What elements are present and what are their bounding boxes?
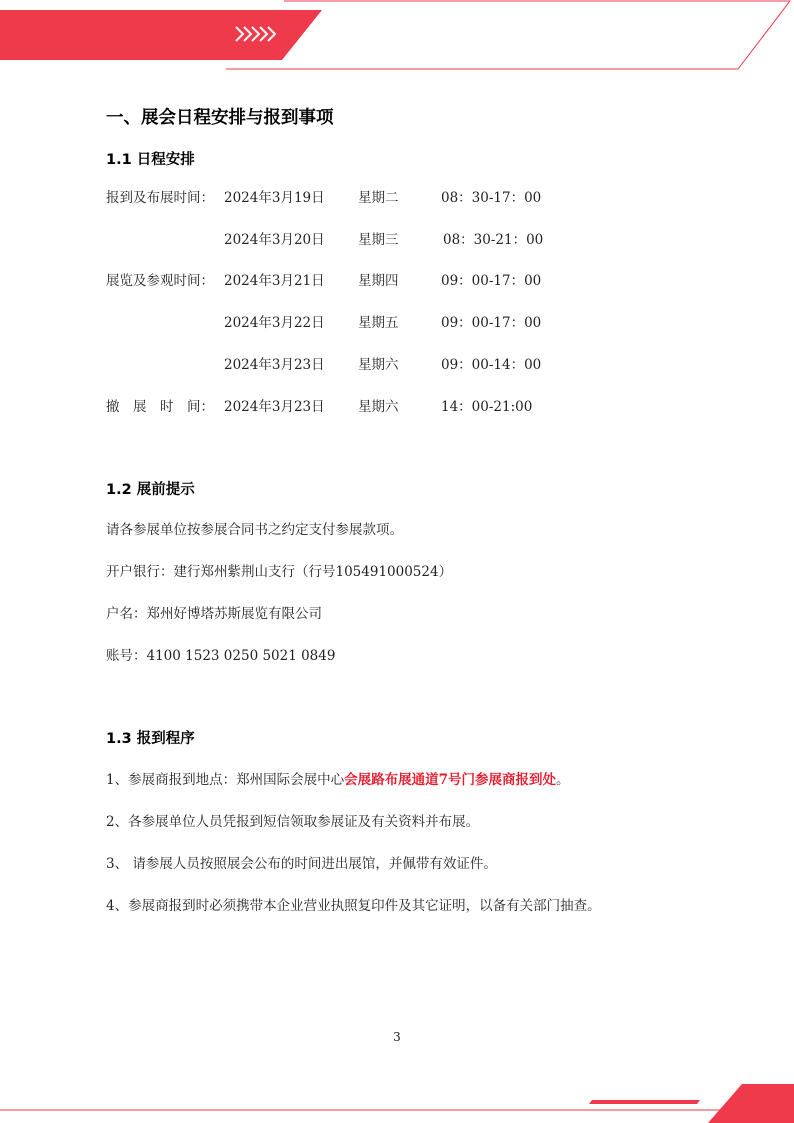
schedule-time: 09：00-17：00 — [441, 315, 542, 331]
schedule-weekday: 星期四 — [358, 273, 399, 289]
schedule-weekday: 星期六 — [358, 399, 399, 415]
procedure-item: 4、参展商报到时必须携带本企业营业执照复印件及其它证明，以备有关部门抽查。 — [106, 898, 601, 914]
schedule-time: 08：30-21：00 — [443, 232, 544, 248]
procedure-item-text: 1、参展商报到地点：郑州国际会展中心 — [106, 772, 345, 788]
schedule-date: 2024年3月19日 — [224, 190, 325, 206]
procedure-item-suffix: 。 — [556, 772, 570, 788]
schedule-weekday: 星期五 — [358, 315, 399, 331]
reminder-line: 账号：4100 1523 0250 5021 0849 — [106, 648, 336, 664]
procedure-item-highlight: 会展路布展通道7号门参展商报到处 — [344, 772, 556, 788]
reminder-line: 开户银行：建行郑州紫荆山支行（行号105491000524） — [106, 564, 453, 580]
reminder-line: 请各参展单位按参展合同书之约定支付参展款项。 — [106, 522, 403, 538]
procedure-item — [106, 768, 570, 788]
footer-red-stripe — [589, 1100, 700, 1104]
footer-decoration — [0, 1080, 794, 1123]
schedule-heading: 1.1 日程安排 — [106, 152, 195, 168]
reminder-line: 户名：郑州好博塔苏斯展览有限公司 — [106, 606, 322, 622]
schedule-date: 2024年3月23日 — [224, 357, 325, 373]
procedure-item: 3、 请参展人员按照展会公布的时间进出展馆，并佩带有效证件。 — [106, 856, 497, 872]
footer-red-banner — [708, 1084, 794, 1123]
header-decoration — [0, 0, 794, 75]
schedule-time: 09：00-14：00 — [441, 357, 542, 373]
schedule-time: 09：00-17：00 — [441, 273, 542, 289]
schedule-weekday: 星期六 — [358, 357, 399, 373]
reminder-heading: 1.2 展前提示 — [106, 482, 195, 498]
schedule-date: 2024年3月21日 — [224, 273, 325, 289]
schedule-label: 展览及参观时间： — [106, 273, 214, 289]
schedule-weekday: 星期三 — [358, 232, 399, 248]
schedule-date: 2024年3月23日 — [224, 399, 325, 415]
procedure-item: 2、各参展单位人员凭报到短信领取参展证及有关资料并布展。 — [106, 814, 480, 830]
schedule-date: 2024年3月22日 — [224, 315, 325, 331]
schedule-time: 14：00-21:00 — [441, 399, 533, 415]
schedule-date: 2024年3月20日 — [224, 232, 325, 248]
schedule-weekday: 星期二 — [358, 190, 399, 206]
schedule-label: 报到及布展时间： — [106, 190, 214, 206]
schedule-label: 撤 展 时 间： — [106, 399, 214, 415]
procedure-heading: 1.3 报到程序 — [106, 731, 195, 747]
schedule-time: 08：30-17：00 — [441, 190, 542, 206]
section-title: 一、展会日程安排与报到事项 — [106, 108, 334, 128]
page-number: 3 — [393, 1030, 401, 1044]
